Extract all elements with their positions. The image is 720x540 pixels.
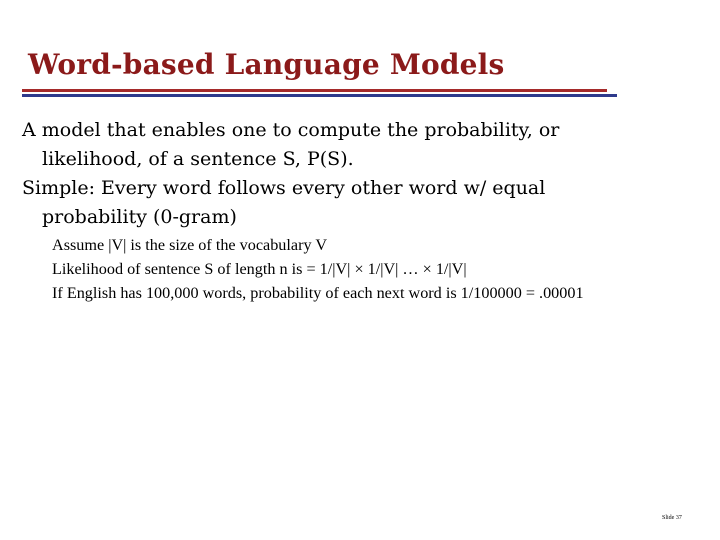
slide-body	[22, 116, 702, 305]
sub-bullet-item: If English has 100,000 words, probability of each next word is 1/100000 = .00001	[52, 284, 584, 302]
bullet-item: Simple: Every word follows every other word w/ equal probability (0-gram)	[22, 177, 546, 228]
sub-bullet-item: Assume |V| is the size of the vocabulary V	[52, 236, 328, 254]
bullet-item: A model that enables one to compute the probability, or likelihood, of a sentence S, P(S).	[22, 119, 560, 170]
slide-title: Word-based Language Models	[28, 48, 505, 81]
title-underline-top	[22, 89, 607, 92]
sub-bullet-item: Likelihood of sentence S of length n is = 1/|V| × 1/|V| … × 1/|V|	[52, 260, 467, 278]
title-underline-bottom	[22, 94, 617, 97]
sub-bullet-list	[52, 232, 702, 305]
slide-number: Slide 37	[662, 515, 682, 521]
